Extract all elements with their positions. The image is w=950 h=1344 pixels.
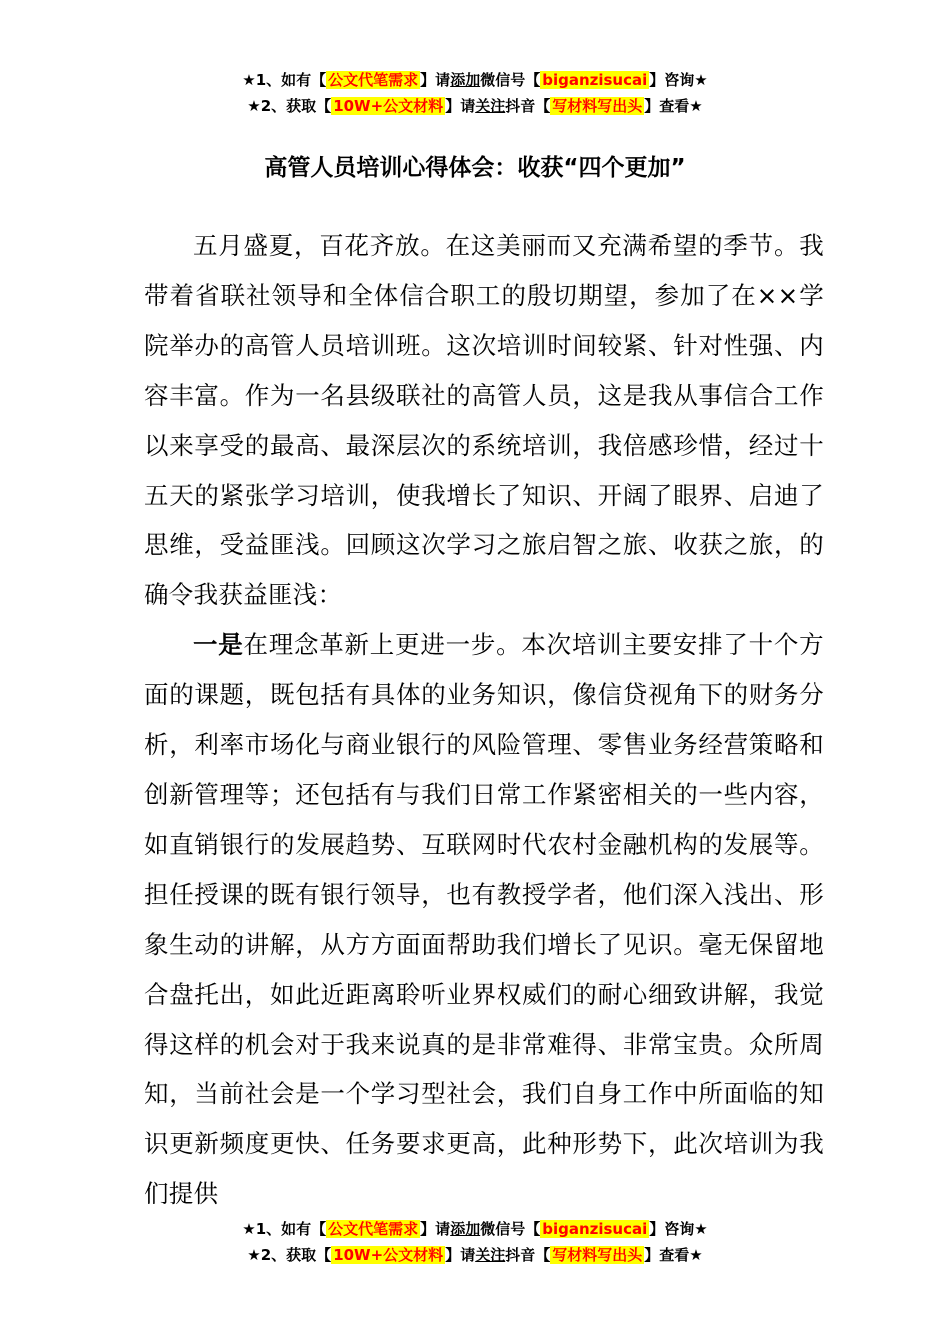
banner-line-2 [0, 1242, 950, 1268]
banner-line-1-mid1: 】请 [420, 1220, 451, 1238]
paragraph-first-point [144, 620, 824, 1219]
banner-highlight-ghostwriting: 公文代笔需求 [328, 1220, 419, 1238]
banner-underlined-follow: 关注 [475, 1246, 506, 1264]
banner-highlight-ghostwriting: 公文代笔需求 [328, 71, 419, 89]
banner-line-2-pre: ★2、获取【 [247, 97, 332, 115]
document-title: 高管人员培训心得体会：收获“四个更加” [264, 155, 686, 181]
banner-line-2-mid1: 】请 [445, 1246, 476, 1264]
banner-line-2-post: 】查看★ [644, 1246, 703, 1264]
banner-line-2-pre: ★2、获取【 [247, 1246, 332, 1264]
banner-highlight-douyin-account: 写材料写出头 [552, 1246, 643, 1264]
banner-line-2-mid1: 】请 [445, 97, 476, 115]
banner-line-1-pre: ★1、如有【 [242, 1220, 327, 1238]
bottom-promo-banner [0, 1216, 950, 1268]
banner-underlined-add: 添加 [450, 1220, 481, 1238]
banner-line-1-post: 】咨询★ [649, 71, 708, 89]
banner-highlight-wechat-id: biganzisucai [542, 71, 648, 89]
banner-underlined-add: 添加 [450, 71, 481, 89]
banner-line-1-post: 】咨询★ [649, 1220, 708, 1238]
banner-line-1 [0, 1216, 950, 1242]
banner-line-1-pre: ★1、如有【 [242, 71, 327, 89]
banner-line-1 [0, 67, 950, 93]
paragraph-first-point-text: 在理念革新上更进一步。本次培训主要安排了十个方面的课题，既包括有具体的业务知识，像信贷视角下的财务分析，利率市场化与商业银行的风险管理、零售业务经营策略和创新管理等；还包括有与我们日常工作紧密相关的一些内容，如直销银行的发展趋势、互联网时代农村金融机构的发展等。担任授课的既有银行领导，也有教授学者，他们深入浅出、形象生动的讲解，从方方面面帮助我们增长了见识。毫无保留地合盘托出，如此近距离聆听业界权威们的耐心细致讲解，我觉得这样的机会对于我来说真的是非常难得、非常宝贵。众所周知，当前社会是一个学习型社会，我们自身工作中所面临的知识更新频度更快、任务要求更高，此种形势下，此次培训为我们提供 [144, 630, 824, 1209]
paragraph-intro: 五月盛夏，百花齐放。在这美丽而又充满希望的季节。我带着省联社领导和全体信合职工的殷切期望，参加了在××学院举办的高管人员培训班。这次培训时间较紧、针对性强、内容丰富。作为一名县级联社的高管人员，这是我从事信合工作以来享受的最高、最深层次的系统培训，我倍感珍惜，经过十五天的紧张学习培训，使我增长了知识、开阔了眼界、启迪了思维，受益匪浅。回顾这次学习之旅启智之旅、收获之旅，的确令我获益匪浅： [144, 231, 824, 610]
banner-line-2-mid2: 抖音【 [505, 1246, 551, 1264]
document-body [144, 221, 824, 1219]
top-promo-banner [0, 67, 950, 119]
banner-line-1-mid1: 】请 [420, 71, 451, 89]
paragraph-first-point-lead: 一是 [193, 630, 244, 660]
banner-line-2-mid2: 抖音【 [505, 97, 551, 115]
banner-line-1-mid2: 微信号【 [480, 1220, 541, 1238]
banner-highlight-douyin-account: 写材料写出头 [552, 97, 643, 115]
banner-highlight-materials: 10W+公文材料 [333, 97, 444, 115]
banner-highlight-wechat-id: biganzisucai [542, 1220, 648, 1238]
banner-line-1-mid2: 微信号【 [480, 71, 541, 89]
banner-highlight-materials: 10W+公文材料 [333, 1246, 444, 1264]
banner-line-2-post: 】查看★ [644, 97, 703, 115]
banner-underlined-follow: 关注 [475, 97, 506, 115]
banner-line-2 [0, 93, 950, 119]
